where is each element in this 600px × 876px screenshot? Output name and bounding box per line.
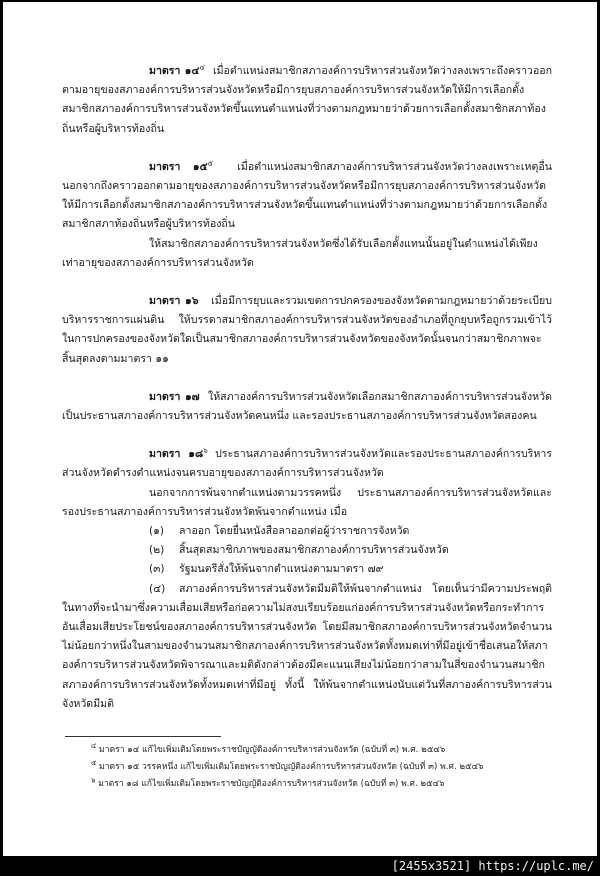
list-number: (๑) [149, 525, 164, 538]
image-info-bar [0, 856, 600, 876]
list-item-4 [62, 580, 552, 714]
list-text: สิ้นสุดสมาชิกภาพของสมาชิกสภาองค์การบริหารส่วนจังหวัด [179, 544, 449, 557]
footnote-mark: ๖ [91, 776, 96, 785]
list-text: สภาองค์การบริหารส่วนจังหวัดมีมติให้พ้นจากตำแหน่ง โดยเห็นว่ามีความประพฤติในทางที่จะนำมาซึ่งความเสื่อมเสียหรือก่อความไม่สงบเรียบร้อยแก่องค์การบริหารส่วนจังหวัดหรือกระทำการอันเสื่อมเสียประโยชน์ของสภาองค์การบริหารส่วนจังหวัด โดยมีสมาชิกสภาองค์การบริหารส่วนจังหวัดจำนวนไม่น้อยกว่าหนึ่งในสามของจำนวนสมาชิกสภาองค์การบริหารส่วนจังหวัดทั้งหมดเท่าที่มีอยู่เข้าชื่อเสนอให้สภาองค์การบริหารส่วนจังหวัดพิจารณาและมติดังกล่าวต้องมีคะแนนเสียงไม่น้อยกว่าสามในสี่ของจำนวนสมาชิกสภาองค์การบริหารส่วนจังหวัดทั้งหมดเท่าที่มีอยู่ ทั้งนี้ ให้พ้นจากตำแหน่งนับแต่วันที่สภาองค์การบริหารส่วนจังหวัดมีมติ [62, 582, 552, 710]
section-15 [62, 158, 552, 235]
section-label: มาตรา ๑๖ [149, 295, 199, 308]
section-text: เมื่อมีการยุบและรวมเขตการปกครองของจังหวัดตามกฎหมายว่าด้วยระเบียบบริหารราชการแผ่นดิน ให้บรรดาสมาชิกสภาองค์การบริหารส่วนจังหวัดของอำเภอที่ถูกยุบหรือถูกรวมเข้าไว้ในการปกครองของจังหวัดใดเป็นสมาชิกสภาองค์การบริหารส่วนจังหวัดของจังหวัดนั้นจนกว่าสมาชิกภาพจะสิ้นสุดลงตามมาตรา ๑๑ [62, 295, 552, 365]
list-item-1 [62, 522, 552, 541]
list-item-2 [62, 541, 552, 560]
section-text: เมื่อตำแหน่งสมาชิกสภาองค์การบริหารส่วนจังหวัดว่างลงเพราะเหตุอื่น นอกจากถึงคราวออกตามอายุของสภาองค์การบริหารส่วนจังหวัดหรือมีการยุบสภาองค์การบริหารส่วนจังหวัด ให้มีการเลือกตั้งสมาชิกสภาองค์การบริหารส่วนจังหวัดขึ้นแทนตำแหน่งที่ว่างตามกฎหมายว่าด้วยการเลือกตั้งสมาชิกสภาท้องถิ่นหรือผู้บริหารท้องถิ่น [62, 160, 552, 231]
section-15-para-2: ให้สมาชิกสภาองค์การบริหารส่วนจังหวัดซึ่งได้รับเลือกตั้งแทนนั้นอยู่ในตำแหน่งได้เพียงเท่าอายุของสภาองค์การบริหารส่วนจังหวัด [62, 237, 538, 269]
document-page [3, 2, 597, 856]
document-body [62, 62, 552, 714]
footnote-ref: ๖ [203, 446, 208, 455]
footnote-6 [91, 776, 561, 793]
footnote-ref: ๔ [199, 63, 205, 72]
footnote-text: มาตรา ๑๔ แก้ไขเพิ่มเติมโดยพระราชบัญญัติองค์การบริหารส่วนจังหวัด (ฉบับที่ ๓) พ.ศ. ๒๕๔๖ [99, 745, 446, 755]
footnote-ref: ๕ [207, 159, 213, 168]
list-item-3 [62, 560, 552, 579]
list-text: ลาออก โดยยื่นหนังสือลาออกต่อผู้ว่าราชการจังหวัด [179, 525, 410, 538]
list-number: (๔) [149, 582, 166, 595]
list-number: (๒) [149, 544, 165, 557]
footnote-text: มาตรา ๑๕ วรรคหนึ่ง แก้ไขเพิ่มเติมโดยพระราชบัญญัติองค์การบริหารส่วนจังหวัด (ฉบับที่ ๓) พ.ศ. ๒๕๔๖ [99, 762, 484, 772]
section-label: มาตรา ๑๔ [149, 65, 200, 77]
section-text: ให้สภาองค์การบริหารส่วนจังหวัดเลือกสมาชิกสภาองค์การบริหารส่วนจังหวัดเป็นประธานสภาองค์การบริหารส่วนจังหวัดคนหนึ่ง และรองประธานสภาองค์การบริหารส่วนจังหวัดสองคน [62, 390, 552, 423]
section-label: มาตรา ๑๘ [149, 448, 204, 461]
section-18-para-2: นอกจากการพ้นจากตำแหน่งตามวรรคหนึ่ง ประธานสภาองค์การบริหารส่วนจังหวัดและรองประธานสภาองค์การบริหารส่วนจังหวัดพ้นจากตำแหน่ง เมื่อ [62, 486, 552, 518]
footnote-separator [65, 736, 221, 737]
section-16 [62, 292, 552, 369]
list-text: รัฐมนตรีสั่งให้พ้นจากตำแหน่งตามมาตรา ๗๙ [179, 563, 384, 576]
section-14 [62, 62, 552, 139]
footnote-mark: ๔ [91, 742, 97, 751]
footnote-4 [91, 742, 561, 759]
section-text: เมื่อตำแหน่งสมาชิกสภาองค์การบริหารส่วนจังหวัดว่างลงเพราะถึงคราวออกตามอายุของสภาองค์การบริหารส่วนจังหวัดหรือมีการยุบสภาองค์การบริหารส่วนจังหวัดให้มีการเลือกตั้งสมาชิกสภาองค์การบริหารส่วนจังหวัดขึ้นแทนตำแหน่งที่ว่างตามกฎหมายว่าด้วยการเลือกตั้งสมาชิกสภาท้องถิ่นหรือผู้บริหารท้องถิ่น [62, 65, 552, 135]
section-label: มาตรา ๑๗ [149, 390, 200, 403]
footnotes [91, 742, 561, 793]
section-text: ประธานสภาองค์การบริหารส่วนจังหวัดและรองประธานสภาองค์การบริหารส่วนจังหวัดดำรงตำแหน่งจนครบอายุของสภาองค์การบริหารส่วนจังหวัด [62, 448, 552, 480]
footnote-5 [91, 759, 561, 776]
footnote-mark: ๕ [91, 759, 97, 768]
list-number: (๓) [149, 563, 165, 576]
footnote-text: มาตรา ๑๘ แก้ไขเพิ่มเติมโดยพระราชบัญญัติองค์การบริหารส่วนจังหวัด (ฉบับที่ ๓) พ.ศ. ๒๕๔๖ [98, 779, 445, 789]
section-17 [62, 388, 552, 426]
section-18 [62, 445, 552, 483]
section-label: มาตรา ๑๕ [149, 160, 208, 173]
image-info-text: [2455x3521] https://uplc.me/ [391, 859, 594, 873]
